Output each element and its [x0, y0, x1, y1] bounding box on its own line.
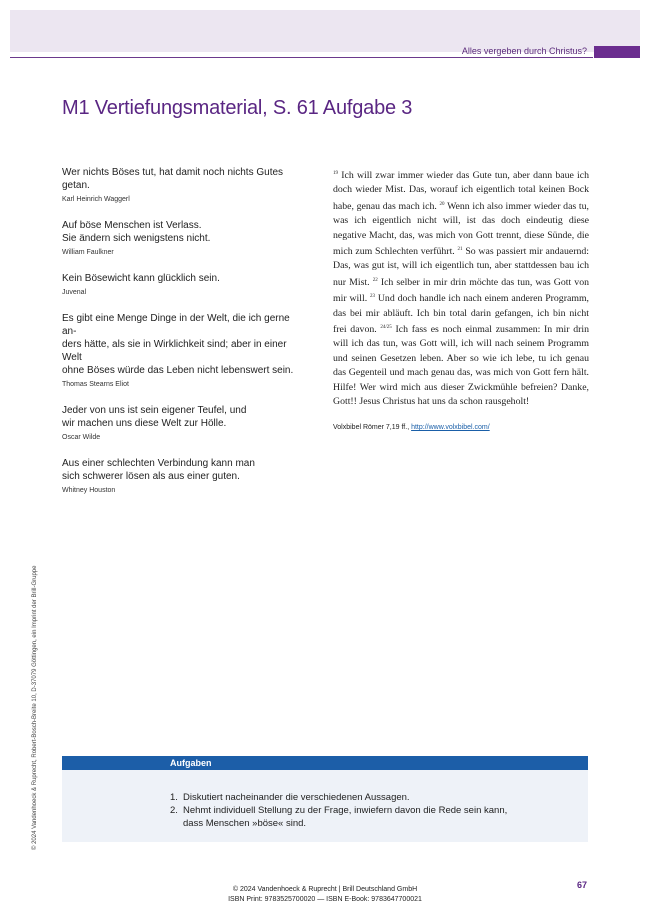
verse-text: Und doch handle ich nach einem anderen Programm, das bei mir abläuft. Ich bin total darin gefangen, ich bin nicht frei davon. — [333, 293, 590, 336]
footer-copyright: © 2024 Vandenhoeck & Ruprecht | Brill Deutschland GmbH — [232, 886, 418, 893]
quote-author: Thomas Stearns Eliot — [62, 381, 129, 388]
verse-text: Ich fass es noch einmal zusammen: In mir drin will ich das tun, was Gott will, ich will nach seinem Programm und seinen Gesetzen leben. Aber so wie ich lebe, tu ich genau das Gegenteil und mach genau das, was mich von Gott fern hält. Hilfe! Wer wird mich aus dieser Zwickmühle befreien? Danke, Gott!! Jesus Christus hat uns da schon rausgeholt! — [333, 324, 589, 408]
task-number: 1. — [170, 792, 178, 803]
verse-number: 22 — [372, 277, 378, 283]
footer — [0, 885, 650, 905]
quote — [62, 404, 302, 443]
quote — [62, 166, 302, 205]
source-text: Volxbibel Römer 7,19 ff., — [333, 424, 410, 431]
task-item — [170, 804, 530, 830]
quote-text: Jeder von uns ist sein eigener Teufel, und wir machen uns diese Welt zur Hölle. — [62, 405, 247, 429]
quote-author: Oscar Wilde — [62, 434, 101, 441]
verse-number: 21 — [457, 247, 463, 253]
verse-number: 23 — [370, 294, 375, 300]
quote-author: Whitney Houston — [62, 487, 116, 494]
header-tab — [594, 46, 640, 58]
quote-text: Wer nichts Böses tut, hat damit noch nichts Gutes getan. — [62, 167, 284, 191]
quote — [62, 272, 302, 298]
quote — [62, 312, 302, 390]
quote-text: Auf böse Menschen ist Verlass. Sie ändern sich wenigstens nicht. — [62, 220, 211, 244]
bible-passage — [333, 167, 589, 410]
running-title: Alles vergeben durch Christus? — [461, 46, 587, 56]
verse-number: 24/25 — [380, 325, 392, 331]
source-link[interactable]: http://www.volxbibel.com/ — [411, 424, 490, 431]
quote — [62, 457, 302, 496]
source-citation — [333, 424, 490, 431]
task-text: Nehmt individuell Stellung zu der Frage, inwiefern davon die Rede sein kann, dass Menschen »böse« sind. — [183, 805, 508, 829]
quote-author: Juvenal — [62, 289, 87, 296]
verse-text: Ich selber in mir drin möchte das tun, was Gott von mir will. — [333, 276, 589, 305]
tasks-header-bar — [62, 756, 588, 770]
footer-isbn: ISBN Print: 9783525700020 — ISBN E-Book: 9783647700021 — [228, 896, 422, 903]
verse-text: So was passiert mir andauernd: Das, was gut ist, will ich eigentlich tun, aber stattdessen bau ich nur Mist. — [333, 246, 590, 288]
tasks-heading: Aufgaben — [170, 758, 212, 768]
page-number: 67 — [577, 880, 588, 890]
verse-text: Wenn ich also immer wieder das tu, was ich eigentlich nicht will, ist das doch eindeutig diese negative Macht, das, was mich von Gott trennt, diese Sünde, die mich zum Schlechten verführt. — [333, 200, 589, 258]
quote-author: Karl Heinrich Waggerl — [62, 196, 130, 203]
task-item — [170, 791, 530, 804]
page-title: M1 Vertiefungsmaterial, S. 61 Aufgabe 3 — [62, 97, 413, 119]
quote-text: Es gibt eine Menge Dinge in der Welt, die ich gerne an- ders hätte, als sie in Wirklichkeit sind; aber in einer Welt ohne Böses würde das Leben nicht lebenswert sein. — [62, 313, 294, 376]
task-number: 2. — [170, 805, 178, 816]
quote-text: Kein Bösewicht kann glücklich sein. — [62, 273, 220, 284]
verse-number: 19 — [333, 171, 338, 176]
quote — [62, 219, 302, 258]
quote-text: Aus einer schlechten Verbindung kann man sich schwerer lösen als aus einer guten. — [62, 458, 255, 482]
task-text: Diskutiert nacheinander die verschiedenen Aussagen. — [183, 792, 410, 803]
task-list — [170, 791, 530, 830]
quote-author: William Faulkner — [62, 249, 114, 256]
side-copyright: © 2024 Vandenhoeck & Ruprecht, Robert-Bosch-Breite 10, D-37079 Göttingen, ein Imprint der Brill-Gruppe — [32, 565, 38, 850]
verse-text: Ich will zwar immer wieder das Gute tun, aber dann baue ich doch wieder Mist. Das, worauf ich eigentlich total keinen Bock habe, genau das mach ich. — [333, 170, 589, 212]
quotes-column — [62, 166, 302, 510]
header-rule — [10, 57, 593, 58]
verse-number: 20 — [439, 201, 445, 207]
